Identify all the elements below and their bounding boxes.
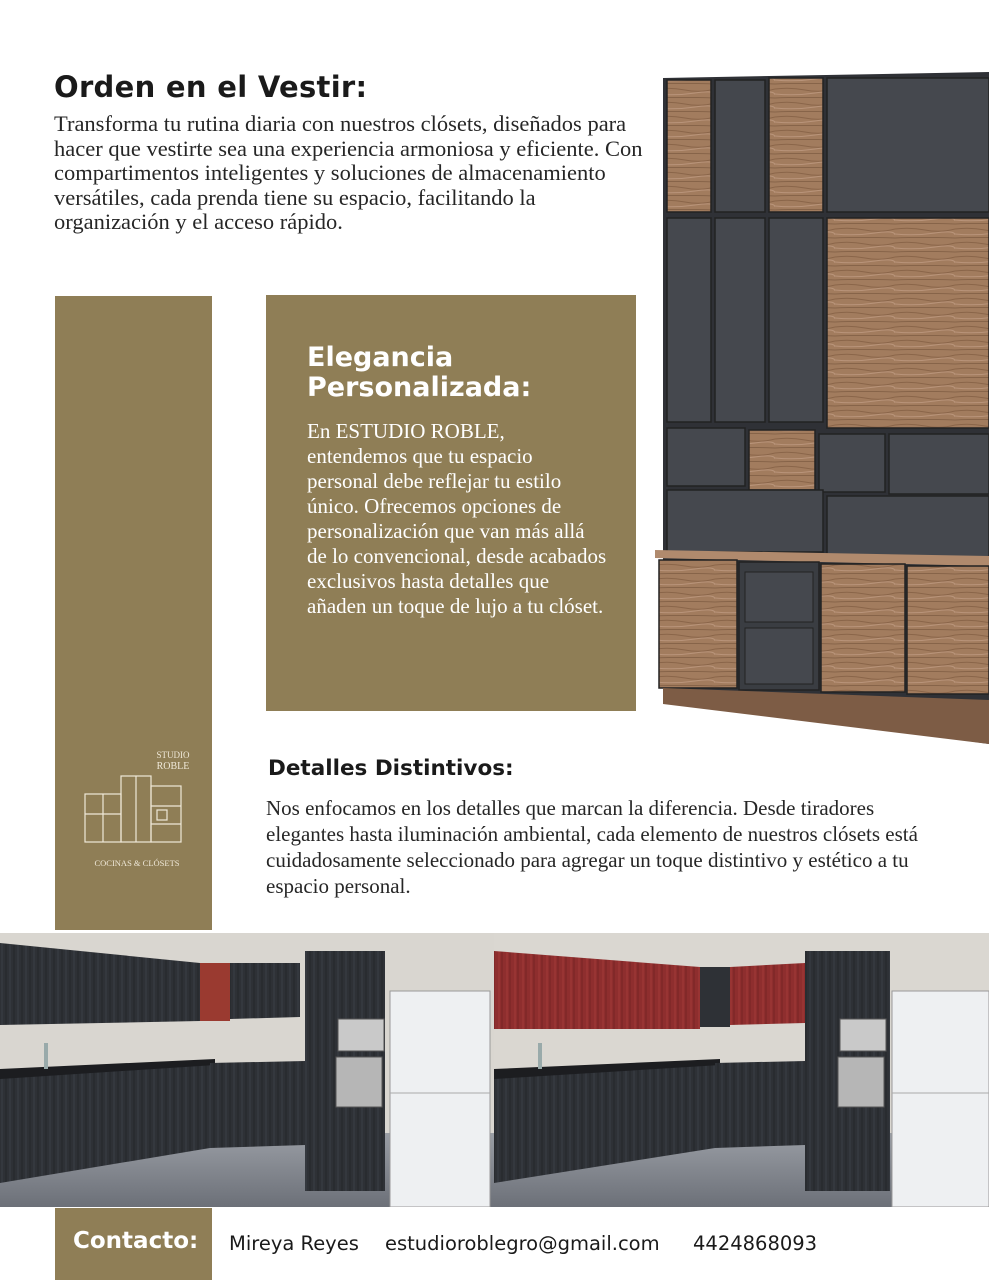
page-title: Orden en el Vestir:: [54, 70, 368, 104]
logo-tagline: COCINAS & CLÓSETS: [94, 858, 180, 868]
kitchen-render-red: [494, 933, 989, 1207]
details-title: Detalles Distintivos:: [268, 756, 514, 781]
closet-illustration: [655, 72, 989, 744]
details-paragraph: Nos enfocamos en los detalles que marcan la diferencia. Desde tiradores elegantes hasta iluminación ambiental, cada elemento de nuestros clósets está cuidadosamente seleccionado para agregar un toque distintivo y estético a tu espacio personal.: [266, 796, 918, 898]
kitchen-render-dark: [0, 933, 494, 1207]
feature-title: Elegancia Personalizada:: [307, 342, 532, 403]
contact-name: Mireya Reyes: [229, 1232, 359, 1255]
kitchen-renders: [0, 933, 989, 1207]
logo-brand-line2: ROBLE: [156, 761, 190, 772]
side-accent-band: [55, 296, 212, 930]
feature-box: [266, 295, 636, 711]
contact-phone-link[interactable]: 4424868093: [693, 1232, 818, 1255]
studio-roble-logo: [75, 736, 205, 886]
logo-brand-line1: STUDIO: [156, 750, 190, 760]
intro-paragraph: Transforma tu rutina diaria con nuestros clósets, diseñados para hacer que vestirte sea una experiencia armoniosa y eficiente. Con compartimentos inteligentes y soluciones de almacenamiento versátiles, cada prenda tiene su espacio, facilitando la organización y el acceso rápido.: [54, 111, 643, 234]
feature-paragraph: En ESTUDIO ROBLE, entendemos que tu espacio personal debe reflejar tu estilo único. Ofrecemos opciones de personalización que van más allá de lo convencional, desde acabados exclusivos hasta detalles que añaden un toque de lujo a tu clóset.: [307, 419, 607, 618]
contact-email-link[interactable]: estudioroblegro@gmail.com: [385, 1232, 660, 1255]
contact-label: Contacto:: [73, 1228, 199, 1254]
